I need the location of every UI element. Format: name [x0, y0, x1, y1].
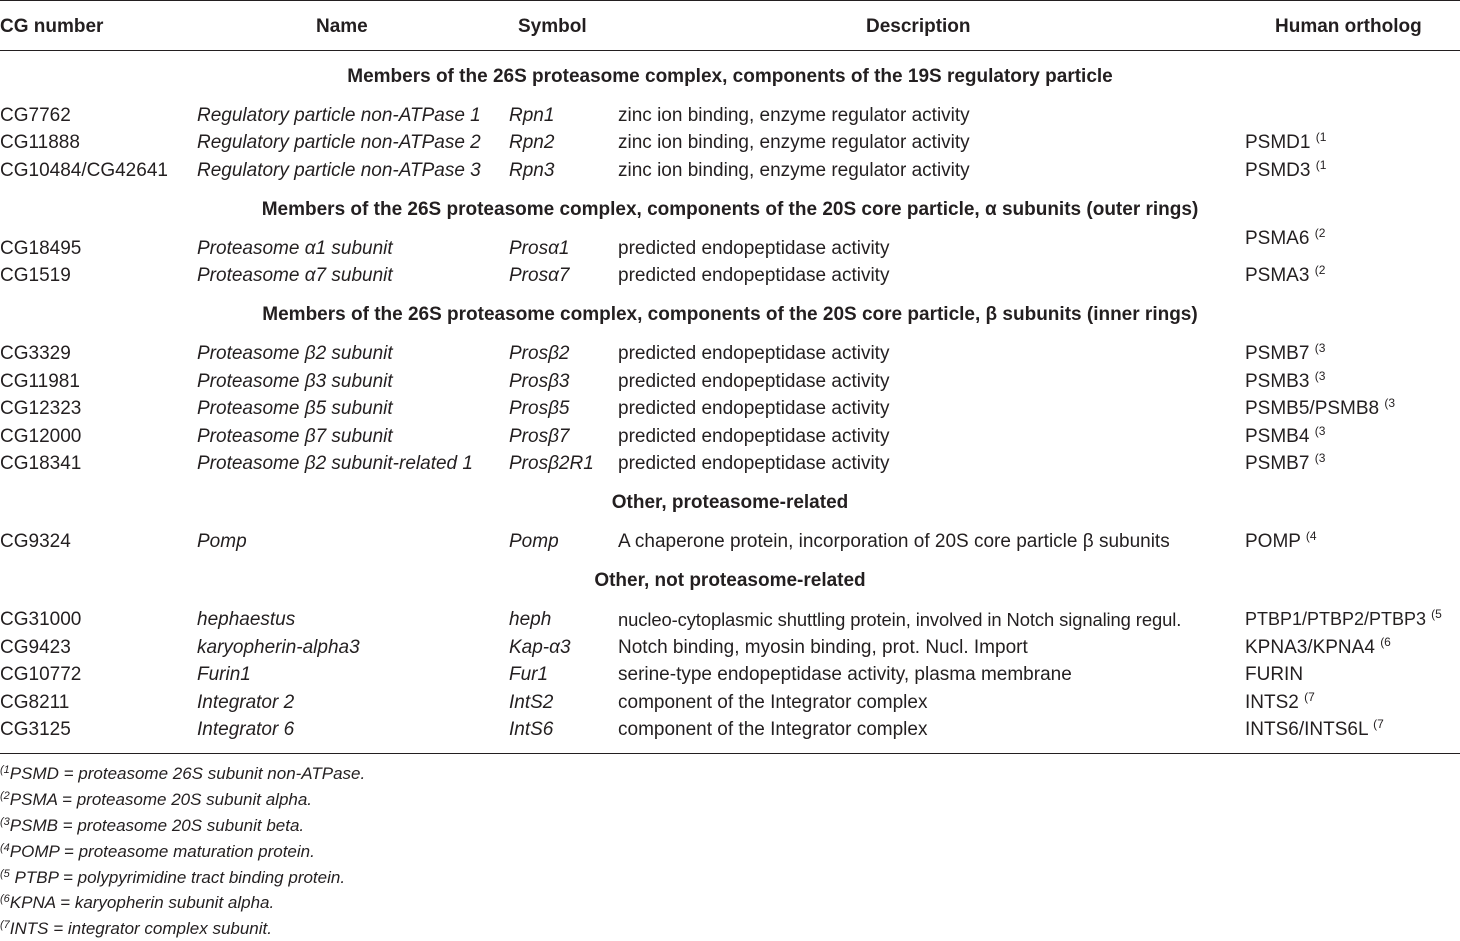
gene-name: hephaestus — [197, 609, 296, 630]
table-row — [0, 395, 1460, 422]
cg-number: CG7762 — [0, 105, 71, 126]
header-human-ortholog: Human ortholog — [1275, 16, 1422, 37]
gene-symbol: Rpn3 — [509, 160, 555, 181]
ortholog-value: INTS6/INTS6L — [1245, 719, 1368, 740]
gene-description: predicted endopeptidase activity — [618, 265, 890, 286]
gene-name: karyopherin-alpha3 — [197, 637, 360, 658]
gene-description: predicted endopeptidase activity — [618, 343, 890, 364]
cg-number: CG31000 — [0, 609, 82, 630]
ortholog-ref: (7 — [1304, 690, 1315, 704]
table-row — [0, 157, 1460, 184]
gene-symbol: Pomp — [509, 531, 559, 552]
footnote — [0, 918, 272, 940]
human-ortholog — [1245, 129, 1326, 156]
header-name: Name — [316, 16, 368, 37]
gene-description: predicted endopeptidase activity — [618, 371, 890, 392]
gene-symbol: Prosβ2 — [509, 343, 570, 364]
human-ortholog — [1245, 262, 1325, 289]
bottom-rule — [0, 753, 1460, 754]
footnote-text: PSMA = proteasome 20S subunit alpha. — [9, 790, 313, 809]
gene-symbol: Kap-α3 — [509, 637, 571, 658]
footnote-text: INTS = integrator complex subunit. — [9, 919, 272, 938]
ortholog-value: PSMB5/PSMB8 — [1245, 398, 1380, 419]
table-row — [0, 226, 1460, 262]
human-ortholog — [1245, 606, 1442, 633]
gene-symbol: IntS2 — [509, 692, 554, 713]
table-row — [0, 368, 1460, 395]
ortholog-ref: (1 — [1315, 130, 1327, 144]
human-ortholog — [1245, 716, 1384, 743]
gene-description: zinc ion binding, enzyme regulator activity — [618, 160, 970, 181]
human-ortholog — [1245, 340, 1325, 367]
gene-name: Regulatory particle non-ATPase 2 — [197, 132, 481, 153]
human-ortholog — [1245, 528, 1317, 555]
ortholog-ref: (2 — [1314, 263, 1326, 277]
section-title: Other, not proteasome-related — [594, 570, 866, 591]
gene-name: Furin1 — [197, 664, 251, 685]
gene-description: predicted endopeptidase activity — [618, 426, 890, 447]
cg-number: CG3329 — [0, 343, 71, 364]
ortholog-ref: (5 — [1431, 607, 1442, 621]
gene-symbol: Prosβ5 — [509, 398, 570, 419]
gene-name: Regulatory particle non-ATPase 3 — [197, 160, 481, 181]
gene-description: nucleo-cytoplasmic shuttling protein, involved in Notch signaling regul. — [618, 609, 1182, 630]
gene-symbol: Prosα1 — [509, 238, 570, 259]
gene-name: Proteasome α7 subunit — [197, 265, 393, 286]
human-ortholog — [1245, 395, 1395, 422]
cg-number: CG12323 — [0, 398, 82, 419]
gene-symbol: Fur1 — [509, 664, 549, 685]
human-ortholog — [1245, 225, 1325, 252]
gene-description: A chaperone protein, incorporation of 20S core particle β subunits — [618, 531, 1170, 552]
gene-symbol: Prosβ2R1 — [509, 453, 594, 474]
gene-description: Notch binding, myosin binding, prot. Nucl. Import — [618, 637, 1028, 658]
gene-symbol: Prosα7 — [509, 265, 570, 286]
gene-symbol: heph — [509, 609, 552, 630]
table-row — [0, 661, 1460, 688]
ortholog-value: PSMB4 — [1245, 426, 1310, 447]
table-row — [0, 129, 1460, 156]
footnote — [0, 763, 365, 785]
section-title: Other, proteasome-related — [611, 492, 849, 513]
footnote — [0, 815, 304, 837]
ortholog-ref: (1 — [1315, 158, 1327, 172]
table-row — [0, 716, 1460, 743]
human-ortholog — [1245, 661, 1303, 688]
section-title: Members of the 26S proteasome complex, components of the 20S core particle, α subunits (outer rings) — [261, 199, 1199, 220]
cg-number: CG9423 — [0, 637, 71, 658]
ortholog-ref: (2 — [1314, 226, 1326, 240]
footnote-mark: (5 — [0, 868, 10, 880]
human-ortholog — [1245, 634, 1391, 661]
cg-number: CG11888 — [0, 132, 80, 153]
table-row — [0, 340, 1460, 367]
cg-number: CG18495 — [0, 238, 82, 259]
cg-number: CG8211 — [0, 692, 70, 713]
gene-description: serine-type endopeptidase activity, plasma membrane — [618, 664, 1072, 685]
ortholog-value: INTS2 — [1245, 692, 1299, 713]
gene-name: Proteasome β7 subunit — [197, 426, 393, 447]
ortholog-ref: (3 — [1314, 341, 1326, 355]
gene-name: Pomp — [197, 531, 247, 552]
header-description: Description — [866, 16, 971, 37]
footnote-text: PSMB = proteasome 20S subunit beta. — [9, 816, 305, 835]
gene-symbol: Prosβ7 — [509, 426, 570, 447]
cg-number: CG12000 — [0, 426, 82, 447]
gene-name: Integrator 6 — [197, 719, 295, 740]
ortholog-value: PTBP1/PTBP2/PTBP3 — [1245, 609, 1427, 629]
human-ortholog — [1245, 368, 1325, 395]
section-title: Members of the 26S proteasome complex, components of the 19S regulatory particle — [347, 66, 1113, 87]
cg-number: CG9324 — [0, 531, 71, 552]
footnote-text: PTBP = polypyrimidine tract binding protein. — [9, 868, 346, 887]
ortholog-value: PSMB7 — [1245, 453, 1310, 474]
ortholog-ref: (4 — [1305, 529, 1317, 543]
gene-name: Integrator 2 — [197, 692, 295, 713]
table-row — [0, 528, 1460, 555]
gene-name: Proteasome β2 subunit-related 1 — [197, 453, 473, 474]
header-symbol: Symbol — [518, 16, 587, 37]
ortholog-value: PSMB3 — [1245, 371, 1310, 392]
footnote — [0, 867, 345, 889]
gene-name: Proteasome β3 subunit — [197, 371, 393, 392]
ortholog-ref: (3 — [1314, 424, 1326, 438]
footnote-mark: (2 — [0, 790, 10, 802]
ortholog-value: FURIN — [1245, 664, 1304, 685]
footnote-mark: (4 — [0, 842, 10, 854]
footnote-mark: (7 — [0, 919, 10, 931]
human-ortholog — [1245, 157, 1326, 184]
ortholog-value: PSMA3 — [1245, 265, 1310, 286]
human-ortholog — [1245, 423, 1325, 450]
gene-name: Proteasome β5 subunit — [197, 398, 393, 419]
footnote-text: KPNA = karyopherin subunit alpha. — [9, 893, 275, 912]
ortholog-value: PSMD1 — [1245, 132, 1311, 153]
gene-description: zinc ion binding, enzyme regulator activity — [618, 132, 970, 153]
table-row — [0, 102, 1460, 129]
gene-name: Regulatory particle non-ATPase 1 — [197, 105, 481, 126]
gene-symbol: Prosβ3 — [509, 371, 570, 392]
table-row — [0, 423, 1460, 450]
ortholog-value: PSMB7 — [1245, 343, 1310, 364]
footnote — [0, 841, 315, 863]
cg-number: CG11981 — [0, 371, 80, 392]
gene-name: Proteasome β2 subunit — [197, 343, 393, 364]
gene-description: predicted endopeptidase activity — [618, 453, 890, 474]
gene-description: component of the Integrator complex — [618, 719, 928, 740]
ortholog-value: POMP — [1245, 531, 1301, 552]
footnote-text: POMP = proteasome maturation protein. — [9, 842, 315, 861]
ortholog-value: PSMD3 — [1245, 160, 1311, 181]
gene-description: predicted endopeptidase activity — [618, 398, 890, 419]
ortholog-ref: (3 — [1314, 451, 1326, 465]
ortholog-ref: (3 — [1314, 369, 1326, 383]
gene-symbol: IntS6 — [509, 719, 554, 740]
footnote-mark: (3 — [0, 816, 10, 828]
cg-number: CG18341 — [0, 453, 82, 474]
cg-number: CG10484/CG42641 — [0, 160, 168, 181]
ortholog-ref: (7 — [1373, 717, 1384, 731]
footnote-mark: (6 — [0, 893, 10, 905]
table-row — [0, 450, 1460, 477]
human-ortholog — [1245, 689, 1315, 716]
gene-description: zinc ion binding, enzyme regulator activity — [618, 105, 970, 126]
ortholog-value: KPNA3/KPNA4 — [1245, 637, 1375, 658]
cg-number: CG1519 — [0, 265, 71, 286]
ortholog-value: PSMA6 — [1245, 228, 1310, 249]
section-title: Members of the 26S proteasome complex, components of the 20S core particle, β subunits (inner rings) — [262, 304, 1198, 325]
footnote-mark: (1 — [0, 764, 10, 776]
human-ortholog — [1245, 450, 1325, 477]
ortholog-ref: (3 — [1384, 396, 1396, 410]
cg-number: CG10772 — [0, 664, 82, 685]
gene-description: component of the Integrator complex — [618, 692, 928, 713]
cg-number: CG3125 — [0, 719, 71, 740]
gene-description: predicted endopeptidase activity — [618, 238, 890, 259]
footnote — [0, 789, 312, 811]
header-row — [0, 13, 1460, 40]
ortholog-ref: (6 — [1380, 635, 1391, 649]
gene-symbol: Rpn2 — [509, 132, 555, 153]
footnote — [0, 892, 274, 914]
table-row — [0, 689, 1460, 716]
table-row — [0, 606, 1460, 633]
gene-symbol: Rpn1 — [509, 105, 555, 126]
table-row — [0, 634, 1460, 661]
top-rule — [0, 0, 1460, 1]
header-cg-number: CG number — [0, 16, 104, 37]
header-rule — [0, 50, 1460, 51]
gene-name: Proteasome α1 subunit — [197, 238, 393, 259]
table-row — [0, 262, 1460, 289]
footnote-text: PSMD = proteasome 26S subunit non-ATPase. — [9, 764, 366, 783]
